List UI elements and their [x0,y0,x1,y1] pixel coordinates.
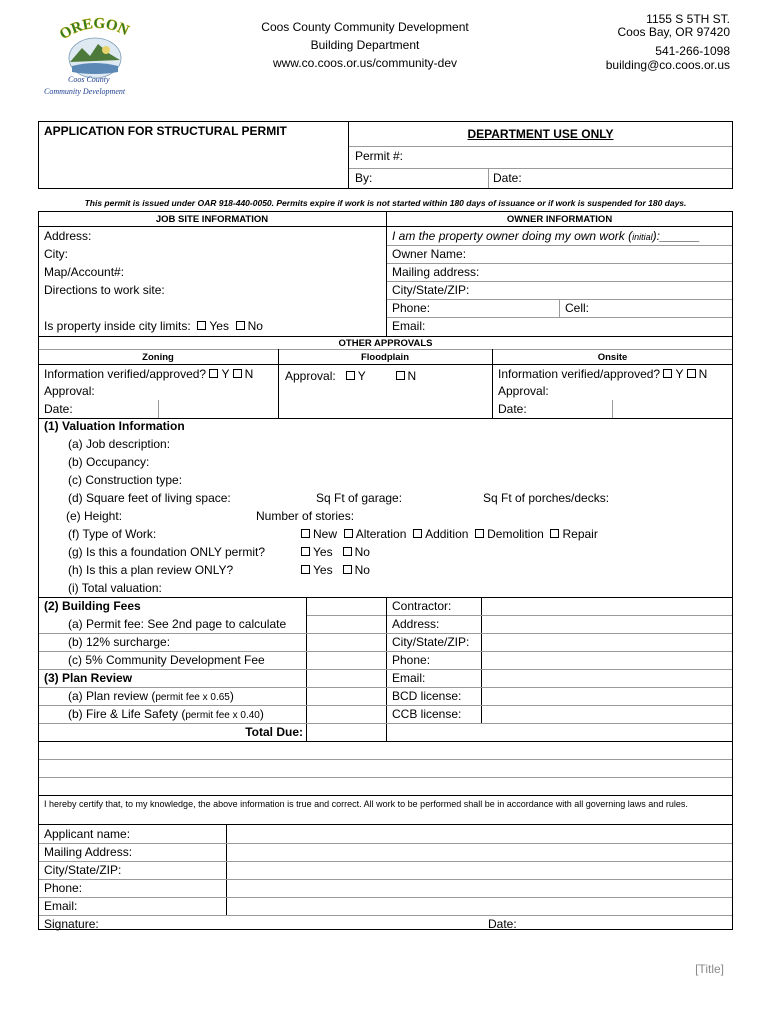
valuation-stories: Number of stories: [256,509,355,523]
foundation-no-checkbox[interactable] [343,547,352,556]
floodplain-approval: Approval: Y N [285,369,417,383]
owner-city-label: City/State/ZIP: [392,283,470,297]
fire-life-safety-fee: (b) Fire & Life Safety (permit fee x 0.40) [68,707,264,721]
jobsite-header: JOB SITE INFORMATION [155,214,269,225]
valuation-plan-review-only: (h) Is this a plan review ONLY? [68,563,234,577]
applicant-email-label: Email: [44,899,78,913]
contractor-phone-label: Phone: [392,653,431,667]
jobsite-directions-label: Directions to work site: [44,283,165,297]
onsite-date-label: Date: [498,402,527,416]
logo-bottom-line1: Coos County [68,75,110,84]
owner-cell-label: Cell: [565,301,590,315]
logo-top-text: OREGON [57,15,132,43]
contractor-label: Contractor: [392,599,452,613]
valuation-type-of-work: (f) Type of Work: [68,527,157,541]
owner-header: OWNER INFORMATION [506,214,613,225]
owner-phone-label: Phone: [392,301,431,315]
logo-bottom-line2: Community Development [44,87,126,96]
permit-by-label: By: [355,171,373,185]
total-due-label: Total Due: [245,725,303,739]
header-address-line1: 1155 S 5TH ST. [646,12,730,26]
certification-text: I hereby certify that, to my knowledge, the above information is true and correct. All work to be performed shall be in accordance with all governing laws and rules. [44,799,688,809]
plan-review-only-options: Yes No [301,563,370,578]
valuation-construction-type: (c) Construction type: [68,473,183,487]
zoning-n-checkbox[interactable] [233,369,242,378]
applicant-mailing-label: Mailing Address: [44,845,133,859]
owner-mailing-label: Mailing address: [392,265,480,279]
work-repair-checkbox[interactable] [550,529,559,538]
onsite-y-checkbox[interactable] [663,369,672,378]
header-email: building@co.coos.or.us [605,58,730,72]
jobsite-address-label: Address: [44,229,92,243]
inside-city-question [44,319,263,334]
inside-city-no-label: No [247,319,263,333]
contractor-email-label: Email: [392,671,426,685]
department-use-only: DEPARTMENT USE ONLY [467,127,614,141]
plan-review-header: (3) Plan Review [44,671,133,685]
fee-community-dev: (c) 5% Community Development Fee [68,653,265,667]
valuation-foundation-only: (g) Is this a foundation ONLY permit? [68,545,265,559]
work-alteration-checkbox[interactable] [344,529,353,538]
contractor-bcd-label: BCD license: [392,689,462,703]
zoning-date-label: Date: [44,402,73,416]
plan-only-yes-checkbox[interactable] [301,565,310,574]
fee-permit: (a) Permit fee: See 2nd page to calculate [68,617,287,631]
plan-review-fee: (a) Plan review (permit fee x 0.65) [68,689,234,703]
building-fees-header: (2) Building Fees [44,599,141,613]
inside-city-no-checkbox[interactable] [236,321,245,330]
valuation-occupancy: (b) Occupancy: [68,455,150,469]
applicant-signature-label: Signature: [44,917,99,931]
onsite-info-verified: Information verified/approved? Y N [498,367,708,381]
valuation-job-description: (a) Job description: [68,437,171,451]
permit-notice: This permit is issued under OAR 918-440-0050. Permits expire if work is not started within 180 days of issuance or if work is suspended for 180 days. [84,198,687,208]
floodplain-y-checkbox[interactable] [346,371,355,380]
work-new-checkbox[interactable] [301,529,310,538]
inside-city-label: Is property inside city limits: [44,319,191,333]
header-website: www.co.coos.or.us/community-dev [272,56,458,70]
foundation-yes-checkbox[interactable] [301,547,310,556]
valuation-porches: Sq Ft of porches/decks: [483,491,610,505]
onsite-approval-label: Approval: [498,384,549,398]
valuation-garage: Sq Ft of garage: [316,491,403,505]
inside-city-yes-checkbox[interactable] [197,321,206,330]
owner-email-label: Email: [392,319,426,333]
contractor-city-label: City/State/ZIP: [392,635,470,649]
valuation-living-space: (d) Square feet of living space: [68,491,231,505]
header-org-name: Coos County Community Development [261,20,469,34]
owner-self-work-line: I am the property owner doing my own work (initial):______ [392,229,700,243]
fee-surcharge: (b) 12% surcharge: [68,635,171,649]
contractor-ccb-label: CCB license: [392,707,462,721]
onsite-header: Onsite [597,352,628,363]
inside-city-yes-label: Yes [209,319,229,333]
applicant-city-label: City/State/ZIP: [44,863,122,877]
applicant-name-label: Applicant name: [44,827,131,841]
other-approvals-header: OTHER APPROVALS [338,338,433,349]
plan-only-no-checkbox[interactable] [343,565,352,574]
header-phone: 541-266-1098 [655,44,730,58]
valuation-height: (e) Height: [66,509,123,523]
contractor-address-label: Address: [392,617,440,631]
onsite-n-checkbox[interactable] [687,369,696,378]
work-demolition-checkbox[interactable] [475,529,484,538]
valuation-total: (i) Total valuation: [68,581,162,595]
owner-name-label: Owner Name: [392,247,467,261]
footer-title: [Title] [695,962,724,976]
type-of-work-options: New Alteration Addition Demolition Repair [301,527,598,542]
header-department: Building Department [310,38,420,52]
floodplain-header: Floodplain [360,352,410,363]
permit-date-label: Date: [493,171,522,185]
valuation-header: (1) Valuation Information [44,419,185,433]
jobsite-city-label: City: [44,247,68,261]
foundation-only-options: Yes No [301,545,370,560]
zoning-y-checkbox[interactable] [209,369,218,378]
permit-number-label: Permit #: [355,149,404,163]
header-address-line2: Coos Bay, OR 97420 [617,25,730,39]
zoning-info-verified: Information verified/approved? Y N [44,367,254,381]
zoning-approval-label: Approval: [44,384,95,398]
floodplain-n-checkbox[interactable] [396,371,405,380]
jobsite-map-label: Map/Account#: [44,265,125,279]
applicant-phone-label: Phone: [44,881,83,895]
application-title: APPLICATION FOR STRUCTURAL PERMIT [44,124,287,138]
applicant-date-label: Date: [488,917,517,931]
county-logo [40,14,150,98]
zoning-header: Zoning [142,352,174,363]
work-addition-checkbox[interactable] [413,529,422,538]
